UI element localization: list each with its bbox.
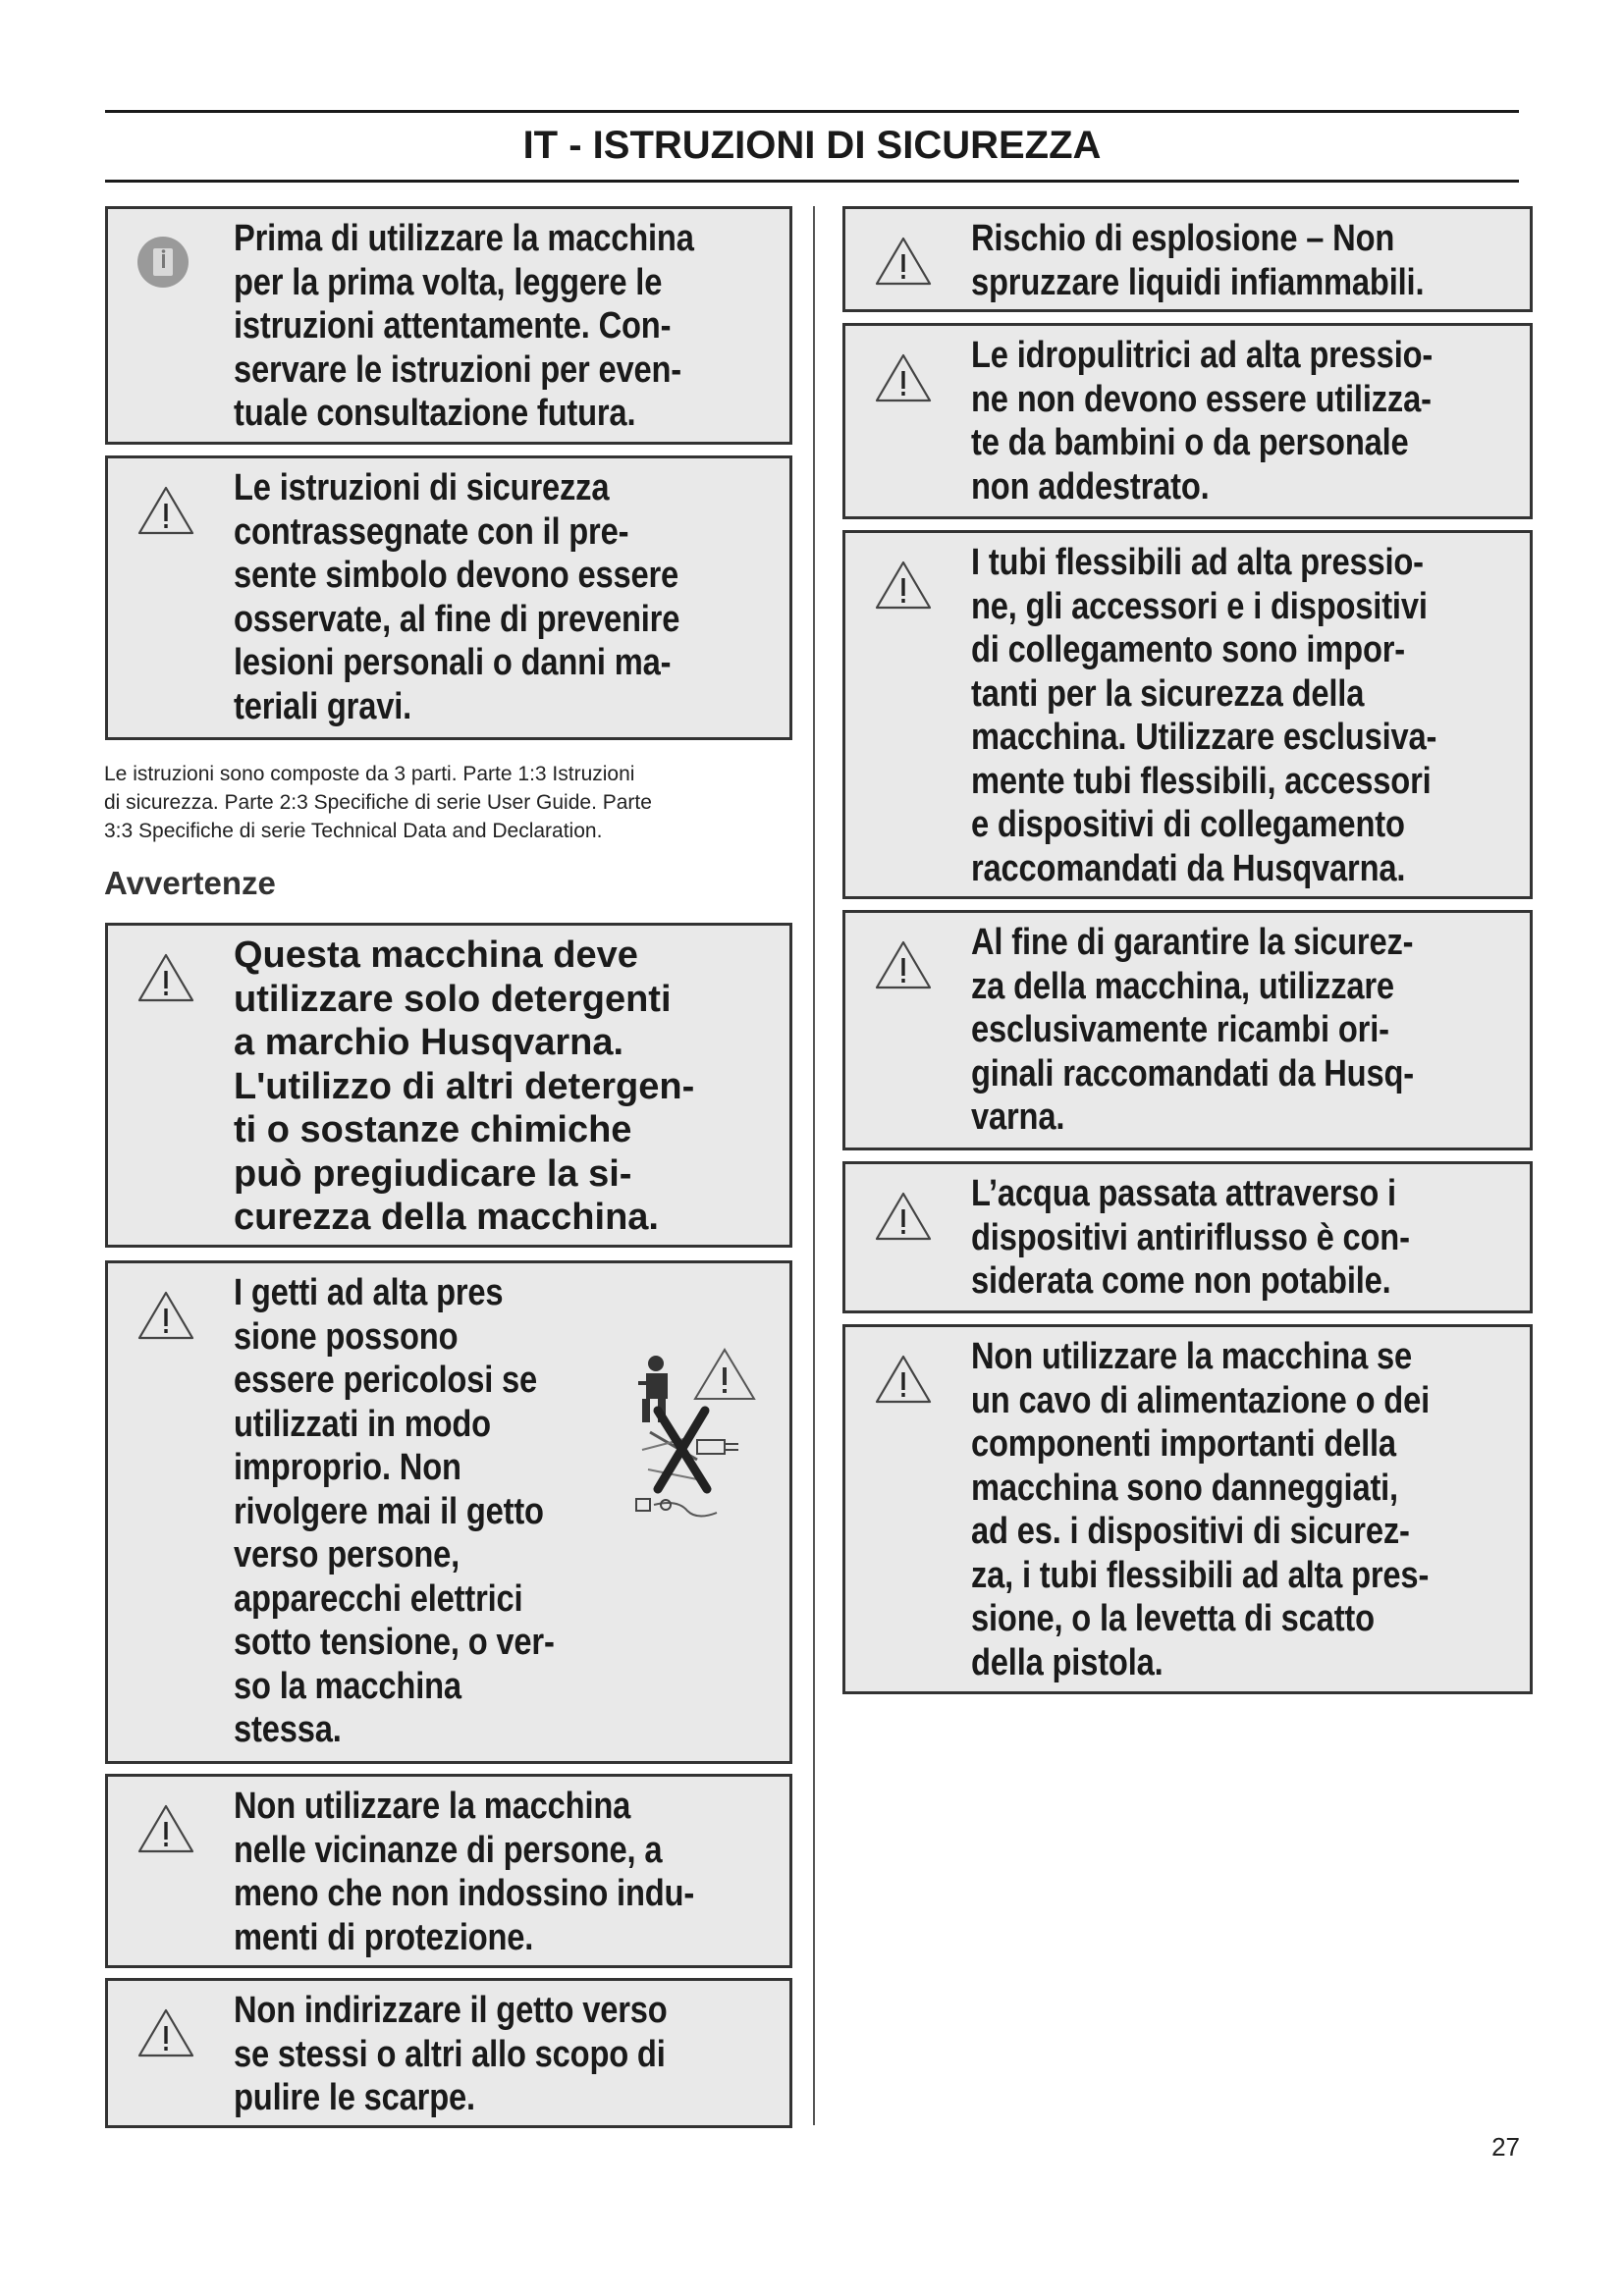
warning-box-water [842, 1161, 1533, 1313]
warning-triangle-icon [873, 938, 934, 993]
warning-box-jets [105, 1260, 792, 1764]
warning-box-people [105, 1774, 792, 1968]
warning-text: Rischio di esplosione – Non spruzzare liquidi infiammabili. [971, 218, 1425, 303]
warning-text: Non indirizzare il getto verso se stessi o altri allo scopo di pulire le scarpe. [234, 1990, 668, 2118]
warning-triangle-icon [873, 1353, 934, 1408]
spray-hazard-illustration [628, 1342, 766, 1538]
warning-triangle-icon [135, 951, 196, 1006]
column-divider [813, 206, 815, 2125]
warning-triangle-icon [135, 484, 196, 539]
warning-box-spares [842, 910, 1533, 1150]
page-header [105, 110, 1519, 183]
warning-text: Non utilizzare la macchina nelle vicinanze di persone, a meno che non indossino indu- menti di protezione. [234, 1786, 695, 1958]
page-title: IT - ISTRUZIONI DI SICUREZZA [522, 124, 1102, 167]
warning-triangle-icon [135, 2006, 196, 2061]
warning-box-symbol [105, 455, 792, 740]
warning-text: Al fine di garantire la sicurez- za della macchina, utilizzare esclusivamente ricambi ori- ginali raccomandati da Husq- varna. [971, 922, 1414, 1138]
warning-text: Questa macchina deve utilizzare solo detergenti a marchio Husqvarna. L'utilizzo di altri detergen- ti o sostanze chimiche può pregiudicare la si- curezza della macchina. [234, 934, 695, 1238]
warning-box-shoes [105, 1978, 792, 2128]
warning-box-detergents [105, 923, 792, 1248]
warning-text: Le istruzioni di sicurezza contrassegnate con il pre- sente simbolo devono essere osservate, al fine di prevenire lesioni personali o danni ma- teriali gravi. [234, 467, 680, 727]
page-number: 27 [1491, 2132, 1520, 2162]
warning-triangle-icon [873, 559, 934, 614]
warning-box-children [842, 323, 1533, 519]
warning-triangle-icon [135, 1289, 196, 1344]
warning-text: Le idropulitrici ad alta pressio- ne non devono essere utilizza- te da bambini o da personale non addestrato. [971, 335, 1434, 507]
warning-box-hoses [842, 530, 1533, 899]
warning-text: L’acqua passata attraverso i dispositivi antiriflusso è con- siderata come non potabile. [971, 1173, 1410, 1302]
warning-text: Non utilizzare la macchina se un cavo di alimentazione o dei componenti importanti della macchina sono danneggiati, ad es. i dispositivi di sicurez- za, i tubi flessibili ad alta pres- sione, o la levetta di scatto della pistola. [971, 1336, 1430, 1683]
warning-text: I tubi flessibili ad alta pressio- ne, gli accessori e i dispositivi di collegamento sono impor- tanti per la sicurezza della macchina. Utilizzare esclusiva- mente tubi flessibili, accessori e dispositivi di collegamento raccomandati da Husqvarna. [971, 542, 1437, 889]
manual-info-icon [135, 235, 196, 290]
intro-paragraph: Le istruzioni sono composte da 3 parti. Parte 1:3 Istruzioni di sicurezza. Parte 2:3 Specifiche di serie User Guide. Parte 3:3 Specifiche di serie Technical Data and Declaration. [104, 763, 652, 842]
warning-triangle-icon [873, 235, 934, 290]
info-text: Prima di utilizzare la macchina per la prima volta, leggere le istruzioni attentamente. Con- servare le istruzioni per even- tuale consultazione futura. [234, 218, 694, 434]
warning-triangle-icon [873, 1190, 934, 1245]
warning-triangle-icon [135, 1802, 196, 1857]
warning-triangle-icon [873, 351, 934, 406]
warning-box-explosion [842, 206, 1533, 312]
info-box-read-instructions [105, 206, 792, 445]
warning-box-damaged [842, 1324, 1533, 1694]
section-heading: Avvertenze [104, 865, 276, 901]
warning-text: I getti ad alta pres sione possono essere pericolosi se utilizzati in modo improprio. Non rivolgere mai il getto verso persone, apparecchi elettrici sotto tensione, o ver- so la macchina stessa. [234, 1272, 555, 1750]
